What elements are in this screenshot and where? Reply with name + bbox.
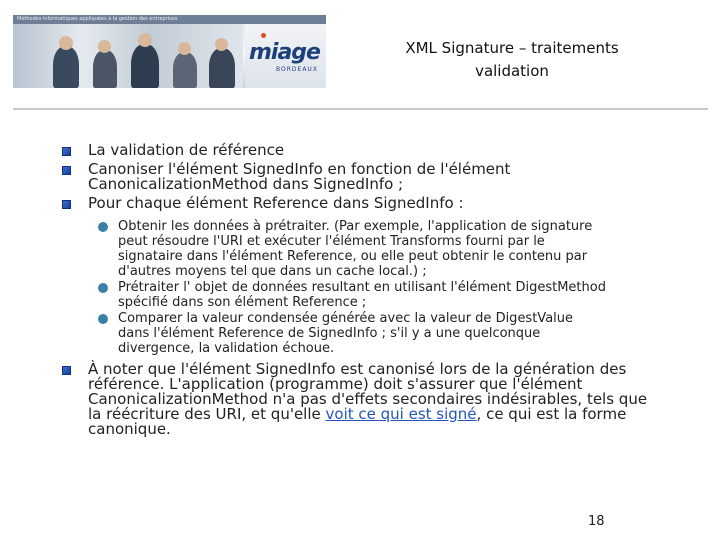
round-bullet-icon xyxy=(98,314,108,324)
sub-bullet-text: Comparer la valeur condensée générée avec la valeur de DigestValue xyxy=(118,311,574,326)
sub-bullet-text: d'autres moyens tel que dans un cache local.) ; xyxy=(118,264,427,279)
bullet-item xyxy=(62,162,702,192)
sub-bullet-text: dans l'élément Reference de SignedInfo ; s'il y a une quelconque xyxy=(118,326,541,341)
bullet-text: Canoniser l'élément SignedInfo en fonction de l'élément xyxy=(88,160,511,178)
person-figure xyxy=(53,46,79,88)
miage-logo: miage xyxy=(249,40,320,65)
sub-bullet-text: Prétraiter l' objet de données resultant en utilisant l'élément DigestMethod xyxy=(118,280,606,295)
header-divider xyxy=(13,108,708,110)
logo-dot xyxy=(261,33,266,38)
square-bullet-icon xyxy=(62,200,71,209)
slide-content xyxy=(62,143,702,441)
note-text: la réécriture des URI, et qu'elle xyxy=(88,405,326,423)
sub-bullet-text: divergence, la validation échoue. xyxy=(118,341,335,356)
person-head xyxy=(215,38,228,51)
note-text: canonique. xyxy=(88,420,171,438)
banner-photo xyxy=(13,24,243,88)
person-head xyxy=(178,42,191,55)
sub-bullet-text: spécifié dans son élément Reference ; xyxy=(118,295,367,310)
person-head xyxy=(98,40,111,53)
round-bullet-icon xyxy=(98,283,108,293)
logo-subtitle: BORDEAUX xyxy=(276,66,318,73)
person-head xyxy=(138,33,152,47)
bullet-text: Pour chaque élément Reference dans SignedInfo : xyxy=(88,194,464,212)
sub-bullet-item xyxy=(62,280,702,310)
round-bullet-icon xyxy=(98,222,108,232)
sub-bullet-item xyxy=(62,311,702,356)
sub-bullet-text: Obtenir les données à prétraiter. (Par exemple, l'application de signature xyxy=(118,219,593,234)
bullet-item xyxy=(62,143,702,158)
square-bullet-icon xyxy=(62,147,71,156)
title-line: validation xyxy=(475,62,549,80)
header-banner xyxy=(13,15,326,88)
sub-bullet-item xyxy=(62,219,702,279)
page-number: 18 xyxy=(588,514,605,529)
note-text: À noter que l'élément SignedInfo est canonisé lors de la génération des xyxy=(88,360,627,378)
person-figure xyxy=(173,52,197,88)
square-bullet-icon xyxy=(62,366,71,375)
note-text: référence. L'application (programme) doit s'assurer que l'élément xyxy=(88,375,583,393)
person-head xyxy=(59,36,73,50)
signed-content-link[interactable]: voit ce qui est signé xyxy=(325,405,477,423)
person-figure xyxy=(209,48,235,88)
bullet-text: La validation de référence xyxy=(88,141,285,159)
note-text: CanonicalizationMethod n'a pas d'effets secondaires indésirables, tels que xyxy=(88,390,648,408)
person-figure xyxy=(93,50,117,88)
note-bullet-item xyxy=(62,362,702,437)
bullet-item xyxy=(62,196,702,211)
sub-bullet-text: signataire dans l'élément Reference, ou elle peut obtenir le contenu par xyxy=(118,249,588,264)
title-line: XML Signature – traitements xyxy=(405,39,619,57)
bullet-text: CanonicalizationMethod dans SignedInfo ; xyxy=(88,175,404,193)
sub-bullet-text: peut résoudre l'URI et exécuter l'élément Transforms fourni par le xyxy=(118,234,545,249)
banner-strip: Méthodes informatiques appliquées à la gestion des entreprises xyxy=(13,15,326,24)
square-bullet-icon xyxy=(62,166,71,175)
person-figure xyxy=(131,44,159,88)
note-text: , ce qui est la forme xyxy=(476,405,627,423)
slide-title xyxy=(352,37,672,83)
note-text-with-link xyxy=(88,407,702,422)
